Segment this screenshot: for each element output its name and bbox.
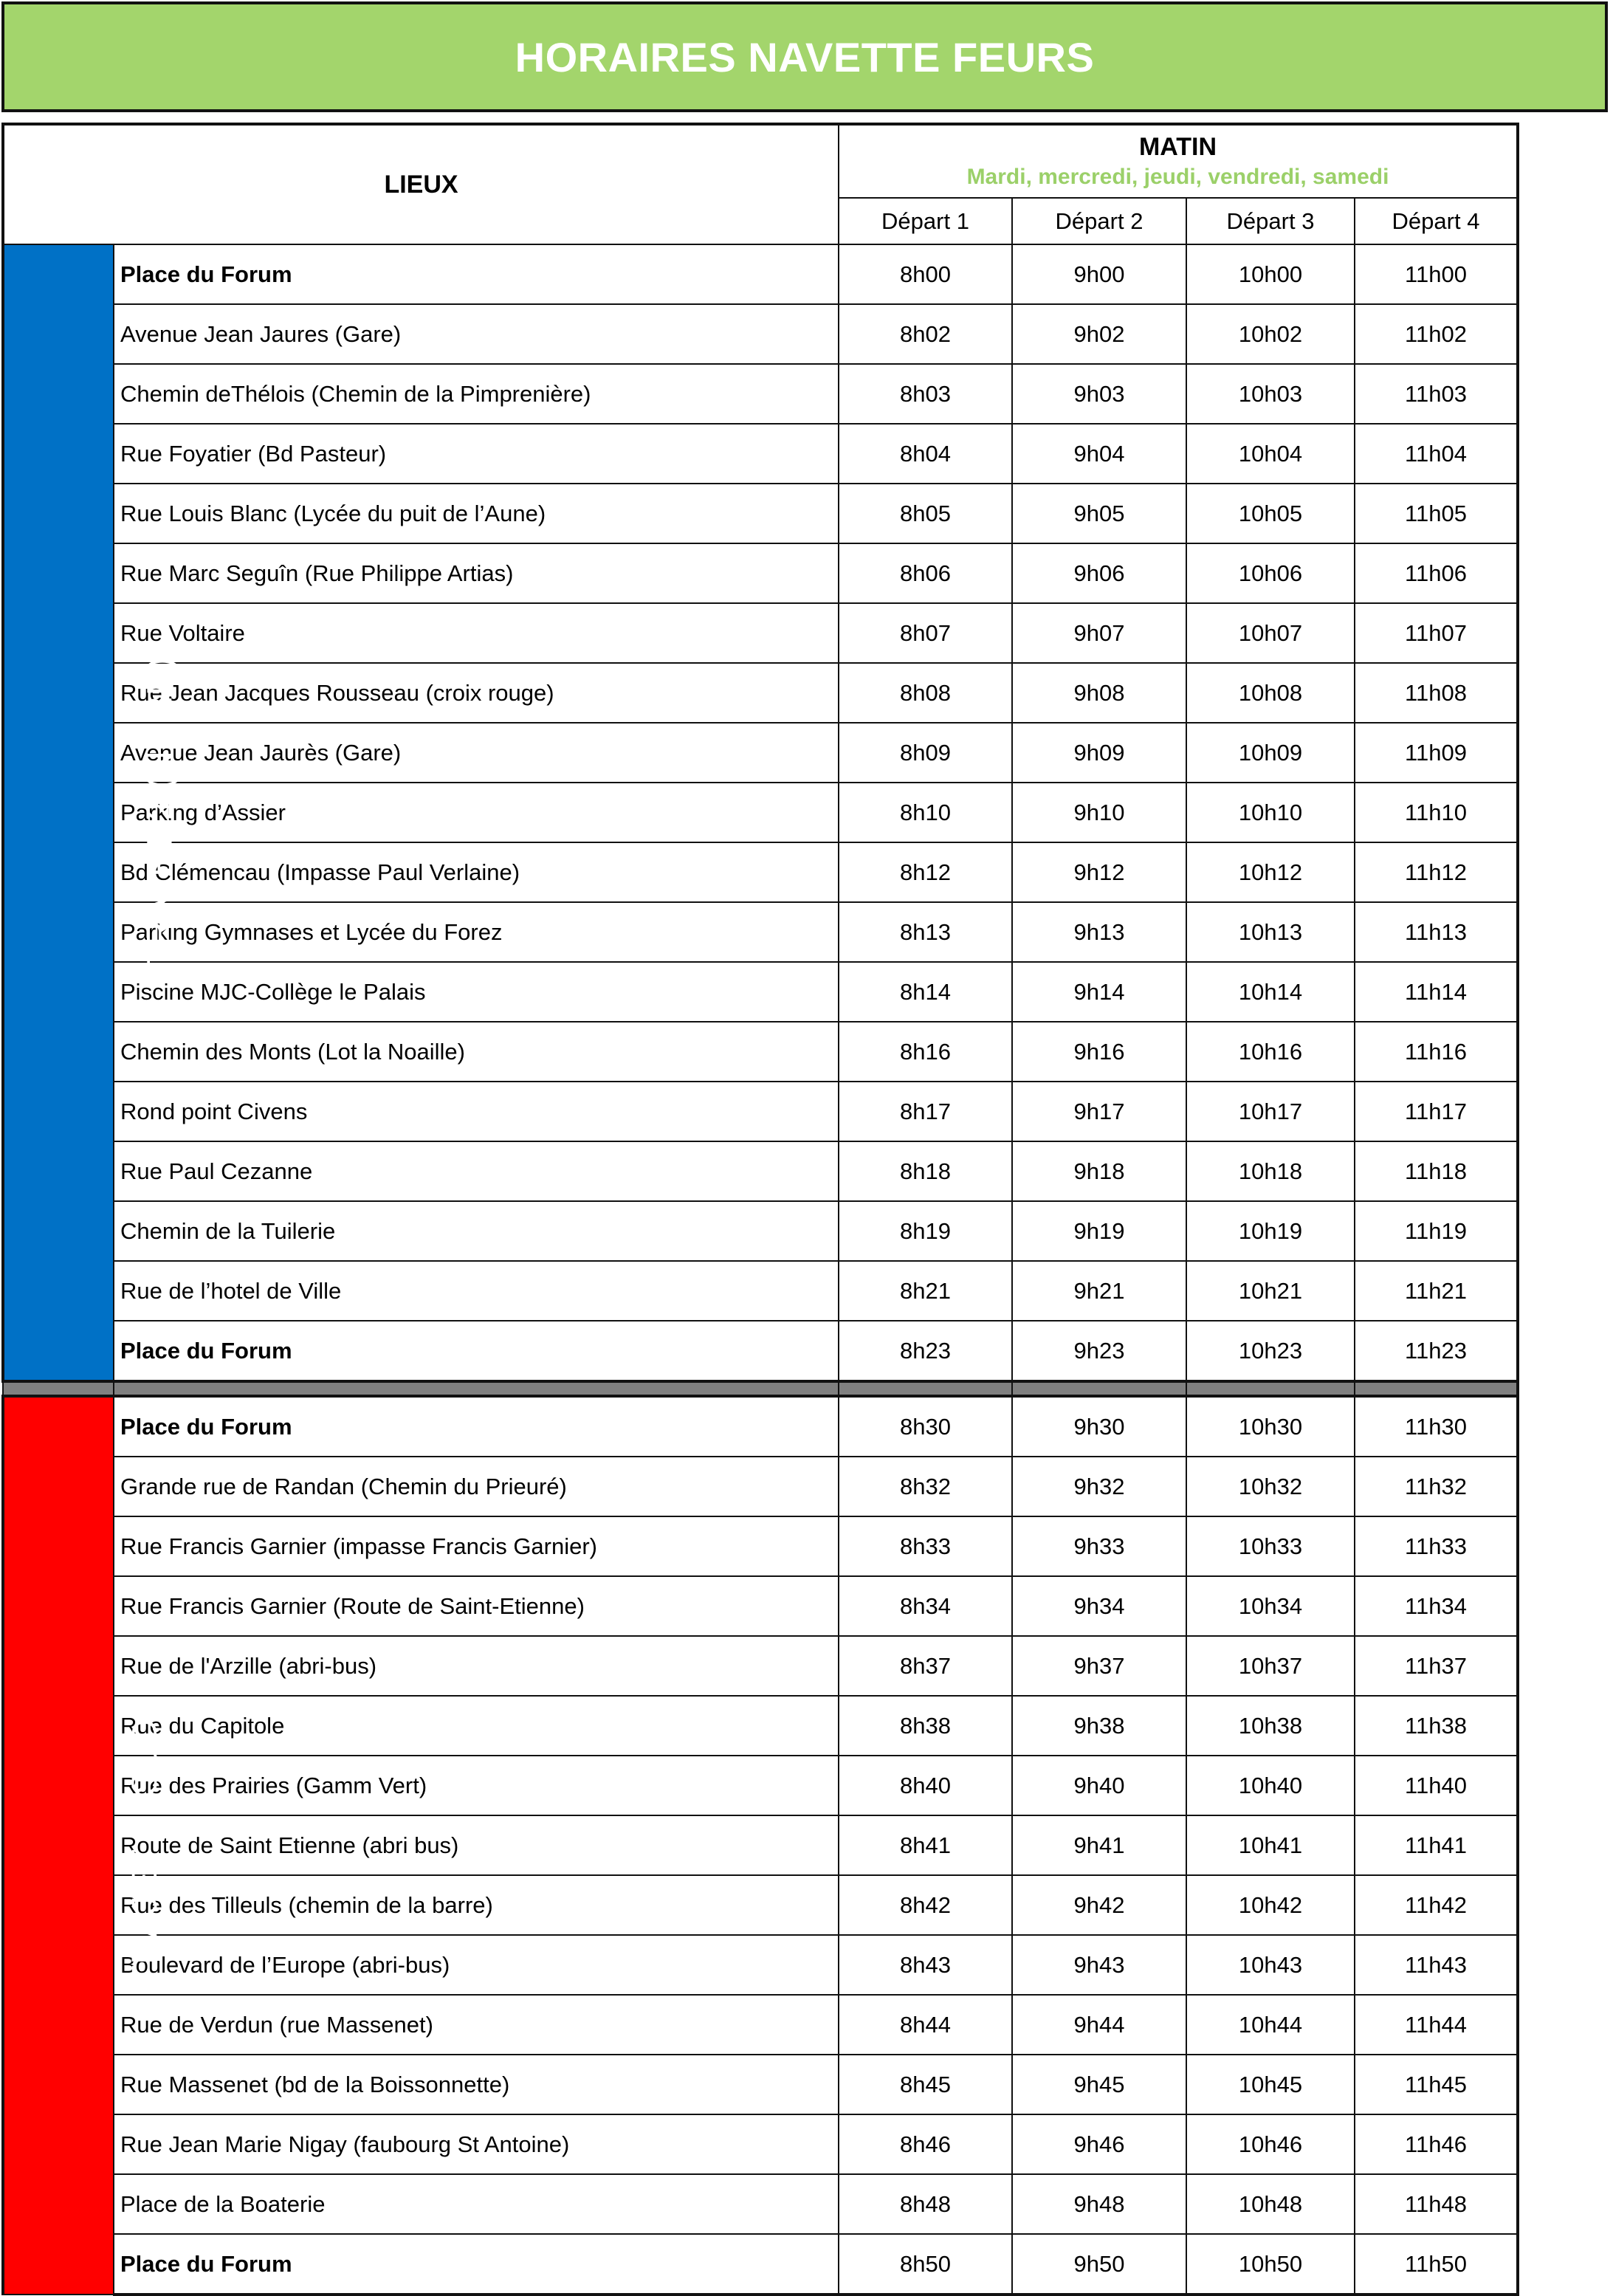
departure-time: 9h32 [1012, 1457, 1186, 1516]
stop-name: Avenue Jean Jaurès (Gare) [114, 723, 839, 783]
departure-time: 10h34 [1186, 1576, 1355, 1636]
departure-time: 9h02 [1012, 304, 1186, 364]
table-row [3, 603, 1518, 663]
departure-time: 9h50 [1012, 2234, 1186, 2295]
departure-time: 8h17 [839, 1082, 1012, 1141]
stop-name: Place de la Boaterie [114, 2174, 839, 2234]
stop-name: Rue Massenet (bd de la Boissonnette) [114, 2055, 839, 2114]
departure-time: 9h10 [1012, 783, 1186, 842]
stop-name: Rond point Civens [114, 1082, 839, 1141]
departure-time: 8h37 [839, 1636, 1012, 1696]
departure-time: 11h07 [1355, 603, 1518, 663]
departure-time: 8h05 [839, 484, 1012, 543]
stop-name: Chemin deThélois (Chemin de la Pimprenière) [114, 364, 839, 424]
route-label-cell [3, 1396, 165, 2295]
departure-time: 10h19 [1186, 1201, 1355, 1261]
departure-time: 8h12 [839, 842, 1012, 902]
table-row [3, 1636, 1518, 1696]
table-row [3, 1141, 1518, 1201]
stop-name: Place du Forum [114, 1321, 839, 1381]
departure-time: 9h30 [1012, 1396, 1186, 1457]
departure-time: 10h04 [1186, 424, 1355, 484]
departure-time: 11h19 [1355, 1201, 1518, 1261]
departure-time: 9h41 [1012, 1815, 1186, 1875]
separator-cell [839, 1381, 1012, 1396]
departure-time: 9h40 [1012, 1756, 1186, 1815]
departure-time: 10h14 [1186, 962, 1355, 1022]
departure-time: 8h33 [839, 1516, 1012, 1576]
table-row [3, 1396, 1518, 1457]
departure-time: 10h38 [1186, 1696, 1355, 1756]
departure-time: 11h18 [1355, 1141, 1518, 1201]
departure-time: 9h44 [1012, 1995, 1186, 2055]
stop-name: Parking d’Assier [114, 783, 839, 842]
route-separator [3, 1381, 1518, 1396]
stop-name: Rue Jean Marie Nigay (faubourg St Antoine) [114, 2114, 839, 2174]
stop-name: Place du Forum [114, 1396, 839, 1457]
table-row [3, 902, 1518, 962]
departure-time: 9h05 [1012, 484, 1186, 543]
departure-time: 11h37 [1355, 1636, 1518, 1696]
departure-header: Départ 3 [1186, 198, 1355, 244]
route-label: TRAJET 2 (NORD) [140, 656, 180, 969]
departure-time: 9h17 [1012, 1082, 1186, 1141]
table-row [3, 424, 1518, 484]
departure-time: 9h33 [1012, 1516, 1186, 1576]
departure-time: 10h17 [1186, 1082, 1355, 1141]
departure-time: 11h06 [1355, 543, 1518, 603]
departure-time: 10h40 [1186, 1756, 1355, 1815]
page-title: HORAIRES NAVETTE FEURS [515, 33, 1095, 80]
table-row [3, 364, 1518, 424]
departure-time: 8h16 [839, 1022, 1012, 1082]
table-row [3, 1516, 1518, 1576]
departure-time: 8h46 [839, 2114, 1012, 2174]
stop-name: Rue Voltaire [114, 603, 839, 663]
departure-time: 11h21 [1355, 1261, 1518, 1321]
departure-time: 11h44 [1355, 1995, 1518, 2055]
table-row [3, 1576, 1518, 1636]
departure-time: 11h14 [1355, 962, 1518, 1022]
stop-name: Rue Paul Cezanne [114, 1141, 839, 1201]
stop-name: Rue des Tilleuls (chemin de la barre) [114, 1875, 839, 1935]
table-row [3, 842, 1518, 902]
lieux-header: LIEUX [3, 124, 839, 244]
departure-time: 10h50 [1186, 2234, 1355, 2295]
stop-name: Chemin de la Tuilerie [114, 1201, 839, 1261]
departure-time: 8h13 [839, 902, 1012, 962]
departure-time: 10h32 [1186, 1457, 1355, 1516]
departure-time: 11h50 [1355, 2234, 1518, 2295]
table-row [3, 1815, 1518, 1875]
departure-time: 9h09 [1012, 723, 1186, 783]
route-label: TRAJET 1 (SUD) [125, 1705, 165, 1987]
departure-time: 11h48 [1355, 2174, 1518, 2234]
departure-time: 9h08 [1012, 663, 1186, 723]
matin-label: MATIN [1138, 133, 1217, 162]
schedule-table [1, 123, 1519, 2296]
stop-name: Rue du Capitole [114, 1696, 839, 1756]
stop-name: Piscine MJC-Collège le Palais [114, 962, 839, 1022]
departure-time: 11h13 [1355, 902, 1518, 962]
stop-name: Boulevard de l’Europe (abri-bus) [114, 1935, 839, 1995]
departure-time: 8h32 [839, 1457, 1012, 1516]
stop-name: Rue Marc Seguîn (Rue Philippe Artias) [114, 543, 839, 603]
route-label-cell [3, 244, 180, 1381]
departure-time: 8h19 [839, 1201, 1012, 1261]
table-row [3, 2234, 1518, 2295]
table-row [3, 2055, 1518, 2114]
stop-name: Rue Foyatier (Bd Pasteur) [114, 424, 839, 484]
stop-name: Rue des Prairies (Gamm Vert) [114, 1756, 839, 1815]
table-row [3, 1756, 1518, 1815]
table-row [3, 1022, 1518, 1082]
departure-time: 11h41 [1355, 1815, 1518, 1875]
departure-time: 9h04 [1012, 424, 1186, 484]
stop-name: Rue de l’hotel de Ville [114, 1261, 839, 1321]
departure-time: 9h42 [1012, 1875, 1186, 1935]
departure-time: 8h41 [839, 1815, 1012, 1875]
departure-time: 8h42 [839, 1875, 1012, 1935]
departure-time: 9h48 [1012, 2174, 1186, 2234]
table-row [3, 1875, 1518, 1935]
departure-time: 10h42 [1186, 1875, 1355, 1935]
table-row [3, 783, 1518, 842]
departure-time: 9h45 [1012, 2055, 1186, 2114]
departure-time: 10h30 [1186, 1396, 1355, 1457]
departure-time: 10h41 [1186, 1815, 1355, 1875]
departure-time: 9h16 [1012, 1022, 1186, 1082]
departure-time: 8h34 [839, 1576, 1012, 1636]
departure-time: 11h40 [1355, 1756, 1518, 1815]
departure-time: 11h23 [1355, 1321, 1518, 1381]
departure-time: 9h00 [1012, 244, 1186, 304]
departure-time: 9h06 [1012, 543, 1186, 603]
stop-name: Rue Francis Garnier (Route de Saint-Etienne) [114, 1576, 839, 1636]
departure-time: 11h45 [1355, 2055, 1518, 2114]
departure-header: Départ 2 [1012, 198, 1186, 244]
stop-name: Route de Saint Etienne (abri bus) [114, 1815, 839, 1875]
matin-header [839, 124, 1518, 198]
departure-time: 8h10 [839, 783, 1012, 842]
table-row [3, 1201, 1518, 1261]
table-row [3, 2174, 1518, 2234]
stop-name: Rue de l'Arzille (abri-bus) [114, 1636, 839, 1696]
departure-time: 11h08 [1355, 663, 1518, 723]
departure-time: 11h32 [1355, 1457, 1518, 1516]
separator-cell [1012, 1381, 1186, 1396]
departure-time: 11h46 [1355, 2114, 1518, 2174]
stop-name: Chemin des Monts (Lot la Noaille) [114, 1022, 839, 1082]
departure-header: Départ 1 [839, 198, 1012, 244]
departure-time: 11h12 [1355, 842, 1518, 902]
departure-time: 11h34 [1355, 1576, 1518, 1636]
table-row [3, 1321, 1518, 1381]
departure-time: 11h30 [1355, 1396, 1518, 1457]
separator-cell [3, 1381, 114, 1396]
table-row [3, 1696, 1518, 1756]
departure-time: 10h10 [1186, 783, 1355, 842]
departure-time: 9h12 [1012, 842, 1186, 902]
stop-name: Place du Forum [114, 2234, 839, 2295]
departure-time: 10h05 [1186, 484, 1355, 543]
departure-time: 8h08 [839, 663, 1012, 723]
departure-time: 8h02 [839, 304, 1012, 364]
departure-time: 11h03 [1355, 364, 1518, 424]
table-row [3, 244, 1518, 304]
stop-name: Avenue Jean Jaures (Gare) [114, 304, 839, 364]
stop-name: Rue Jean Jacques Rousseau (croix rouge) [114, 663, 839, 723]
departure-time: 8h38 [839, 1696, 1012, 1756]
departure-time: 8h43 [839, 1935, 1012, 1995]
departure-time: 11h00 [1355, 244, 1518, 304]
departure-time: 11h09 [1355, 723, 1518, 783]
departure-time: 10h37 [1186, 1636, 1355, 1696]
table-row [3, 304, 1518, 364]
departure-time: 10h48 [1186, 2174, 1355, 2234]
departure-time: 11h05 [1355, 484, 1518, 543]
departure-time: 9h14 [1012, 962, 1186, 1022]
departure-time: 11h16 [1355, 1022, 1518, 1082]
departure-time: 9h07 [1012, 603, 1186, 663]
stop-name: Place du Forum [114, 244, 839, 304]
departure-time: 9h13 [1012, 902, 1186, 962]
table-row [3, 1082, 1518, 1141]
departure-time: 10h08 [1186, 663, 1355, 723]
table-row [3, 1995, 1518, 2055]
departure-time: 8h23 [839, 1321, 1012, 1381]
departure-time: 10h03 [1186, 364, 1355, 424]
schedule-body [3, 244, 1518, 2295]
departure-time: 10h18 [1186, 1141, 1355, 1201]
departure-time: 10h23 [1186, 1321, 1355, 1381]
departure-time: 10h09 [1186, 723, 1355, 783]
departure-time: 9h03 [1012, 364, 1186, 424]
table-row [3, 484, 1518, 543]
title-banner [1, 1, 1608, 112]
departure-time: 9h34 [1012, 1576, 1186, 1636]
departure-time: 9h19 [1012, 1201, 1186, 1261]
departure-time: 8h14 [839, 962, 1012, 1022]
stop-name: Parking Gymnases et Lycée du Forez [114, 902, 839, 962]
days-label: Mardi, mercredi, jeudi, vendredi, samedi [966, 165, 1389, 190]
separator-cell [1355, 1381, 1518, 1396]
departure-time: 11h02 [1355, 304, 1518, 364]
departure-time: 11h17 [1355, 1082, 1518, 1141]
departure-time: 8h44 [839, 1995, 1012, 2055]
departure-time: 8h50 [839, 2234, 1012, 2295]
table-row [3, 2114, 1518, 2174]
departure-time: 8h21 [839, 1261, 1012, 1321]
departure-time: 9h18 [1012, 1141, 1186, 1201]
departure-time: 11h42 [1355, 1875, 1518, 1935]
departure-time: 8h18 [839, 1141, 1012, 1201]
table-row [3, 663, 1518, 723]
table-row [3, 723, 1518, 783]
stop-name: Rue Louis Blanc (Lycée du puit de l’Aune) [114, 484, 839, 543]
departure-time: 8h09 [839, 723, 1012, 783]
departure-time: 11h10 [1355, 783, 1518, 842]
departure-time: 9h46 [1012, 2114, 1186, 2174]
table-row [3, 1457, 1518, 1516]
departure-time: 8h48 [839, 2174, 1012, 2234]
departure-time: 10h12 [1186, 842, 1355, 902]
departure-time: 10h13 [1186, 902, 1355, 962]
departure-time: 11h33 [1355, 1516, 1518, 1576]
departure-time: 9h38 [1012, 1696, 1186, 1756]
departure-time: 8h04 [839, 424, 1012, 484]
separator-cell [114, 1381, 839, 1396]
stop-name: Rue de Verdun (rue Massenet) [114, 1995, 839, 2055]
departure-time: 8h30 [839, 1396, 1012, 1457]
departure-time: 11h43 [1355, 1935, 1518, 1995]
departure-time: 10h07 [1186, 603, 1355, 663]
departure-time: 10h46 [1186, 2114, 1355, 2174]
departure-time: 8h06 [839, 543, 1012, 603]
departure-time: 8h00 [839, 244, 1012, 304]
departure-time: 10h21 [1186, 1261, 1355, 1321]
departure-time: 10h06 [1186, 543, 1355, 603]
departure-header: Départ 4 [1355, 198, 1518, 244]
table-row [3, 1935, 1518, 1995]
departure-time: 10h02 [1186, 304, 1355, 364]
departure-time: 8h03 [839, 364, 1012, 424]
table-row [3, 1261, 1518, 1321]
departure-time: 9h23 [1012, 1321, 1186, 1381]
departure-time: 8h45 [839, 2055, 1012, 2114]
departure-time: 10h00 [1186, 244, 1355, 304]
departure-time: 10h43 [1186, 1935, 1355, 1995]
stop-name: Grande rue de Randan (Chemin du Prieuré) [114, 1457, 839, 1516]
departure-time: 10h16 [1186, 1022, 1355, 1082]
departure-time: 8h07 [839, 603, 1012, 663]
departure-time: 11h38 [1355, 1696, 1518, 1756]
departure-time: 9h37 [1012, 1636, 1186, 1696]
departure-time: 10h44 [1186, 1995, 1355, 2055]
departure-time: 10h33 [1186, 1516, 1355, 1576]
departure-time: 10h45 [1186, 2055, 1355, 2114]
departure-time: 11h04 [1355, 424, 1518, 484]
stop-name: Bd Clémencau (Impasse Paul Verlaine) [114, 842, 839, 902]
separator-cell [1186, 1381, 1355, 1396]
stop-name: Rue Francis Garnier (impasse Francis Garnier) [114, 1516, 839, 1576]
departure-time: 8h40 [839, 1756, 1012, 1815]
departure-time: 9h21 [1012, 1261, 1186, 1321]
table-row [3, 962, 1518, 1022]
table-row [3, 543, 1518, 603]
departure-time: 9h43 [1012, 1935, 1186, 1995]
